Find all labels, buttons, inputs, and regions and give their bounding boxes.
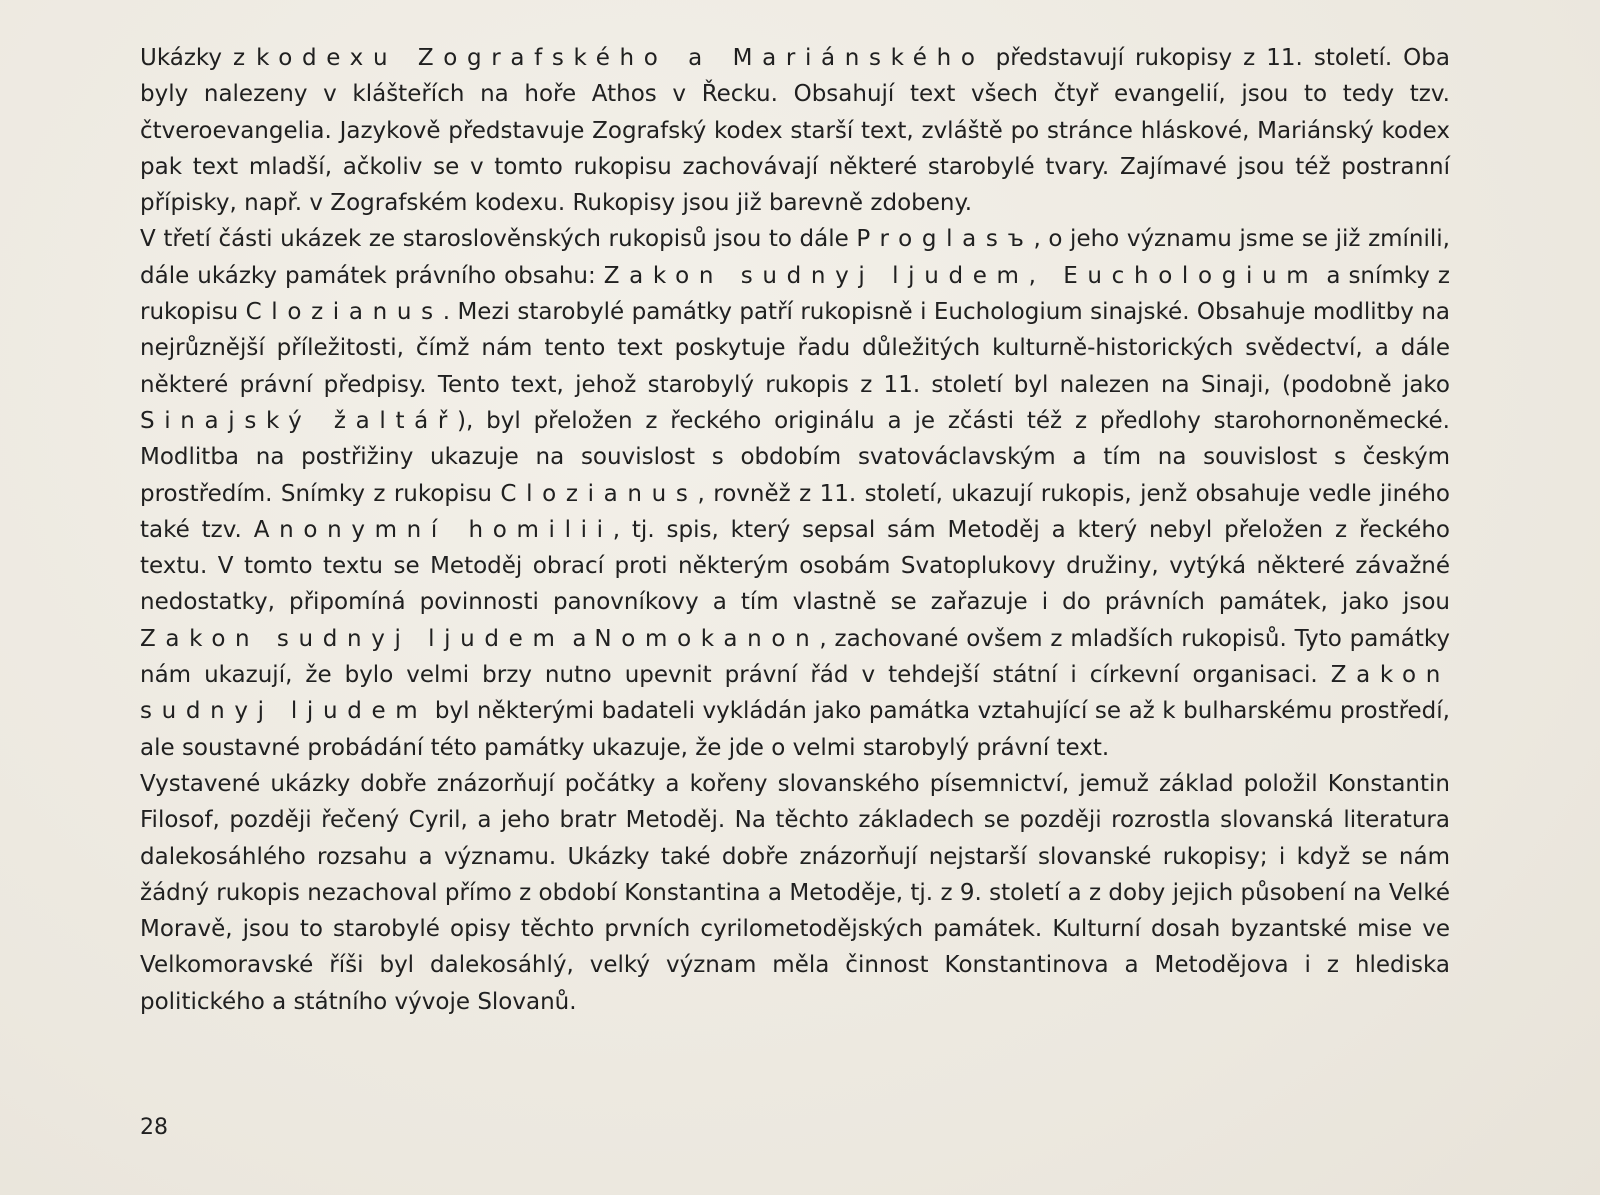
spaced-term: Nomokanon <box>594 625 820 652</box>
text-run: a <box>564 625 595 652</box>
paragraph-1 <box>140 40 1450 221</box>
text-run: představují rukopisy z 11. století. Oba byly nalezeny v klášteřích na hoře Athos v Řecku. Obsahují text všech čtyř evangelií, jsou to tedy tzv. čtveroevangelia. Jazykově představuje Zografský kodex starší text, zvláště po stránce hláskové, Mariánský kodex pak text mladší, ačkoliv se v tomto rukopisu zachovávají některé starobylé tvary. Zajímavé jsou též postranní přípisky, např. v Zografském kodexu. Rukopisy jsou již barevně zdobeny. <box>140 45 1450 217</box>
text-run: , rovněž z 11. století, ukazují rukopis, jenž obsahuje vedle jiného také tzv. <box>140 480 1450 543</box>
body-text <box>140 40 1450 1020</box>
text-run: Ukázky z <box>140 45 257 71</box>
paragraph-2 <box>140 221 1450 765</box>
text-run: , o jeho významu jsme se již zmínili, dále ukázky památek právního obsahu: <box>140 226 1450 289</box>
page-number: 28 <box>140 1115 168 1140</box>
spaced-term: Zakon sudnyj ljudem, Euchologium <box>603 262 1319 289</box>
spaced-term: Sinajský žaltář <box>140 407 458 434</box>
document-page <box>140 40 1450 1170</box>
spaced-term: Zakon sudnyj ljudem <box>140 625 565 652</box>
text-run: Vystavené ukázky dobře znázorňují počátky a kořeny slovanského písemnictví, jemuž základ položil Konstantin Filosof, později řečený Cyril, a jeho bratr Metoděj. Na těchto základech se později rozrostla slovanská literatura dalekosáhlého rozsahu a významu. Ukázky také dobře znázorňují nejstarší slovanské rukopisy; i když se nám žádný rukopis nezachoval přímo z období Konstantina a Metoděje, tj. z 9. století a z doby jejich působení na Velké Moravě, jsou to starobylé opisy těchto prvních cyrilometodějských památek. Kulturní dosah byzantské mise ve Velkomoravské říši byl dalekosáhlý, velký význam měla činnost Konstantinova a Metodějova i z hlediska politického a státního vývoje Slovanů. <box>140 770 1450 1015</box>
spaced-term: kodexu Zografského a Mariánského <box>256 45 985 71</box>
spaced-term: Clozianus <box>245 299 443 326</box>
paragraph-3 <box>140 766 1450 1020</box>
text-run: , zachované ovšem z mladších rukopisů. Tyto památky nám ukazují, že bylo velmi brzy nutno upevnit právní řád v tehdejší státní i církevní organisaci. <box>140 625 1451 689</box>
spaced-term: Zakon sudnyj ljudem <box>140 662 1450 725</box>
text-run: byl některými badateli vykládán jako památka vztahující se až k bulharskému prostředí, ale soustavné probádání této památky ukazuje, že jde o velmi starobylý právní text. <box>140 698 1450 761</box>
spaced-term: Anonymní homilii <box>253 516 613 543</box>
spaced-term: Proglasъ <box>856 226 1034 253</box>
text-run: V třetí části ukázek ze staroslověnských rukopisů jsou to dále <box>140 226 857 253</box>
text-run: . Mezi starobylé památky patří rukopisně i Euchologium sinajské. Obsahuje modlitby na nejrůznější příležitosti, čímž nám tento text poskytuje řadu důležitých kulturně-historických svědectví, a dále některé právní předpisy. Tento text, jehož starobylý rukopis z 11. století byl nalezen na Sinaji, (podobně jako <box>140 299 1450 398</box>
text-run: a snímky z rukopisu <box>140 262 1450 326</box>
spaced-term: Clozianus <box>500 480 698 507</box>
text-run: , tj. spis, který sepsal sám Metoděj a který nebyl přeložen z řeckého textu. V tomto textu se Metoděj obrací proti některým osobám Svatoplukovy družiny, vytýká některé závažné nedostatky, připomíná povinnosti panovníkovy a tím vlastně se zařazuje i do právních památek, jako jsou <box>140 516 1450 616</box>
text-run: ), byl přeložen z řeckého originálu a je zčásti též z předlohy starohornoněmecké. Modlitba na postřižiny ukazuje na souvislost s obdobím svatováclavským a tím na souvislost s českým prostředím. Snímky z rukopisu <box>140 407 1450 507</box>
